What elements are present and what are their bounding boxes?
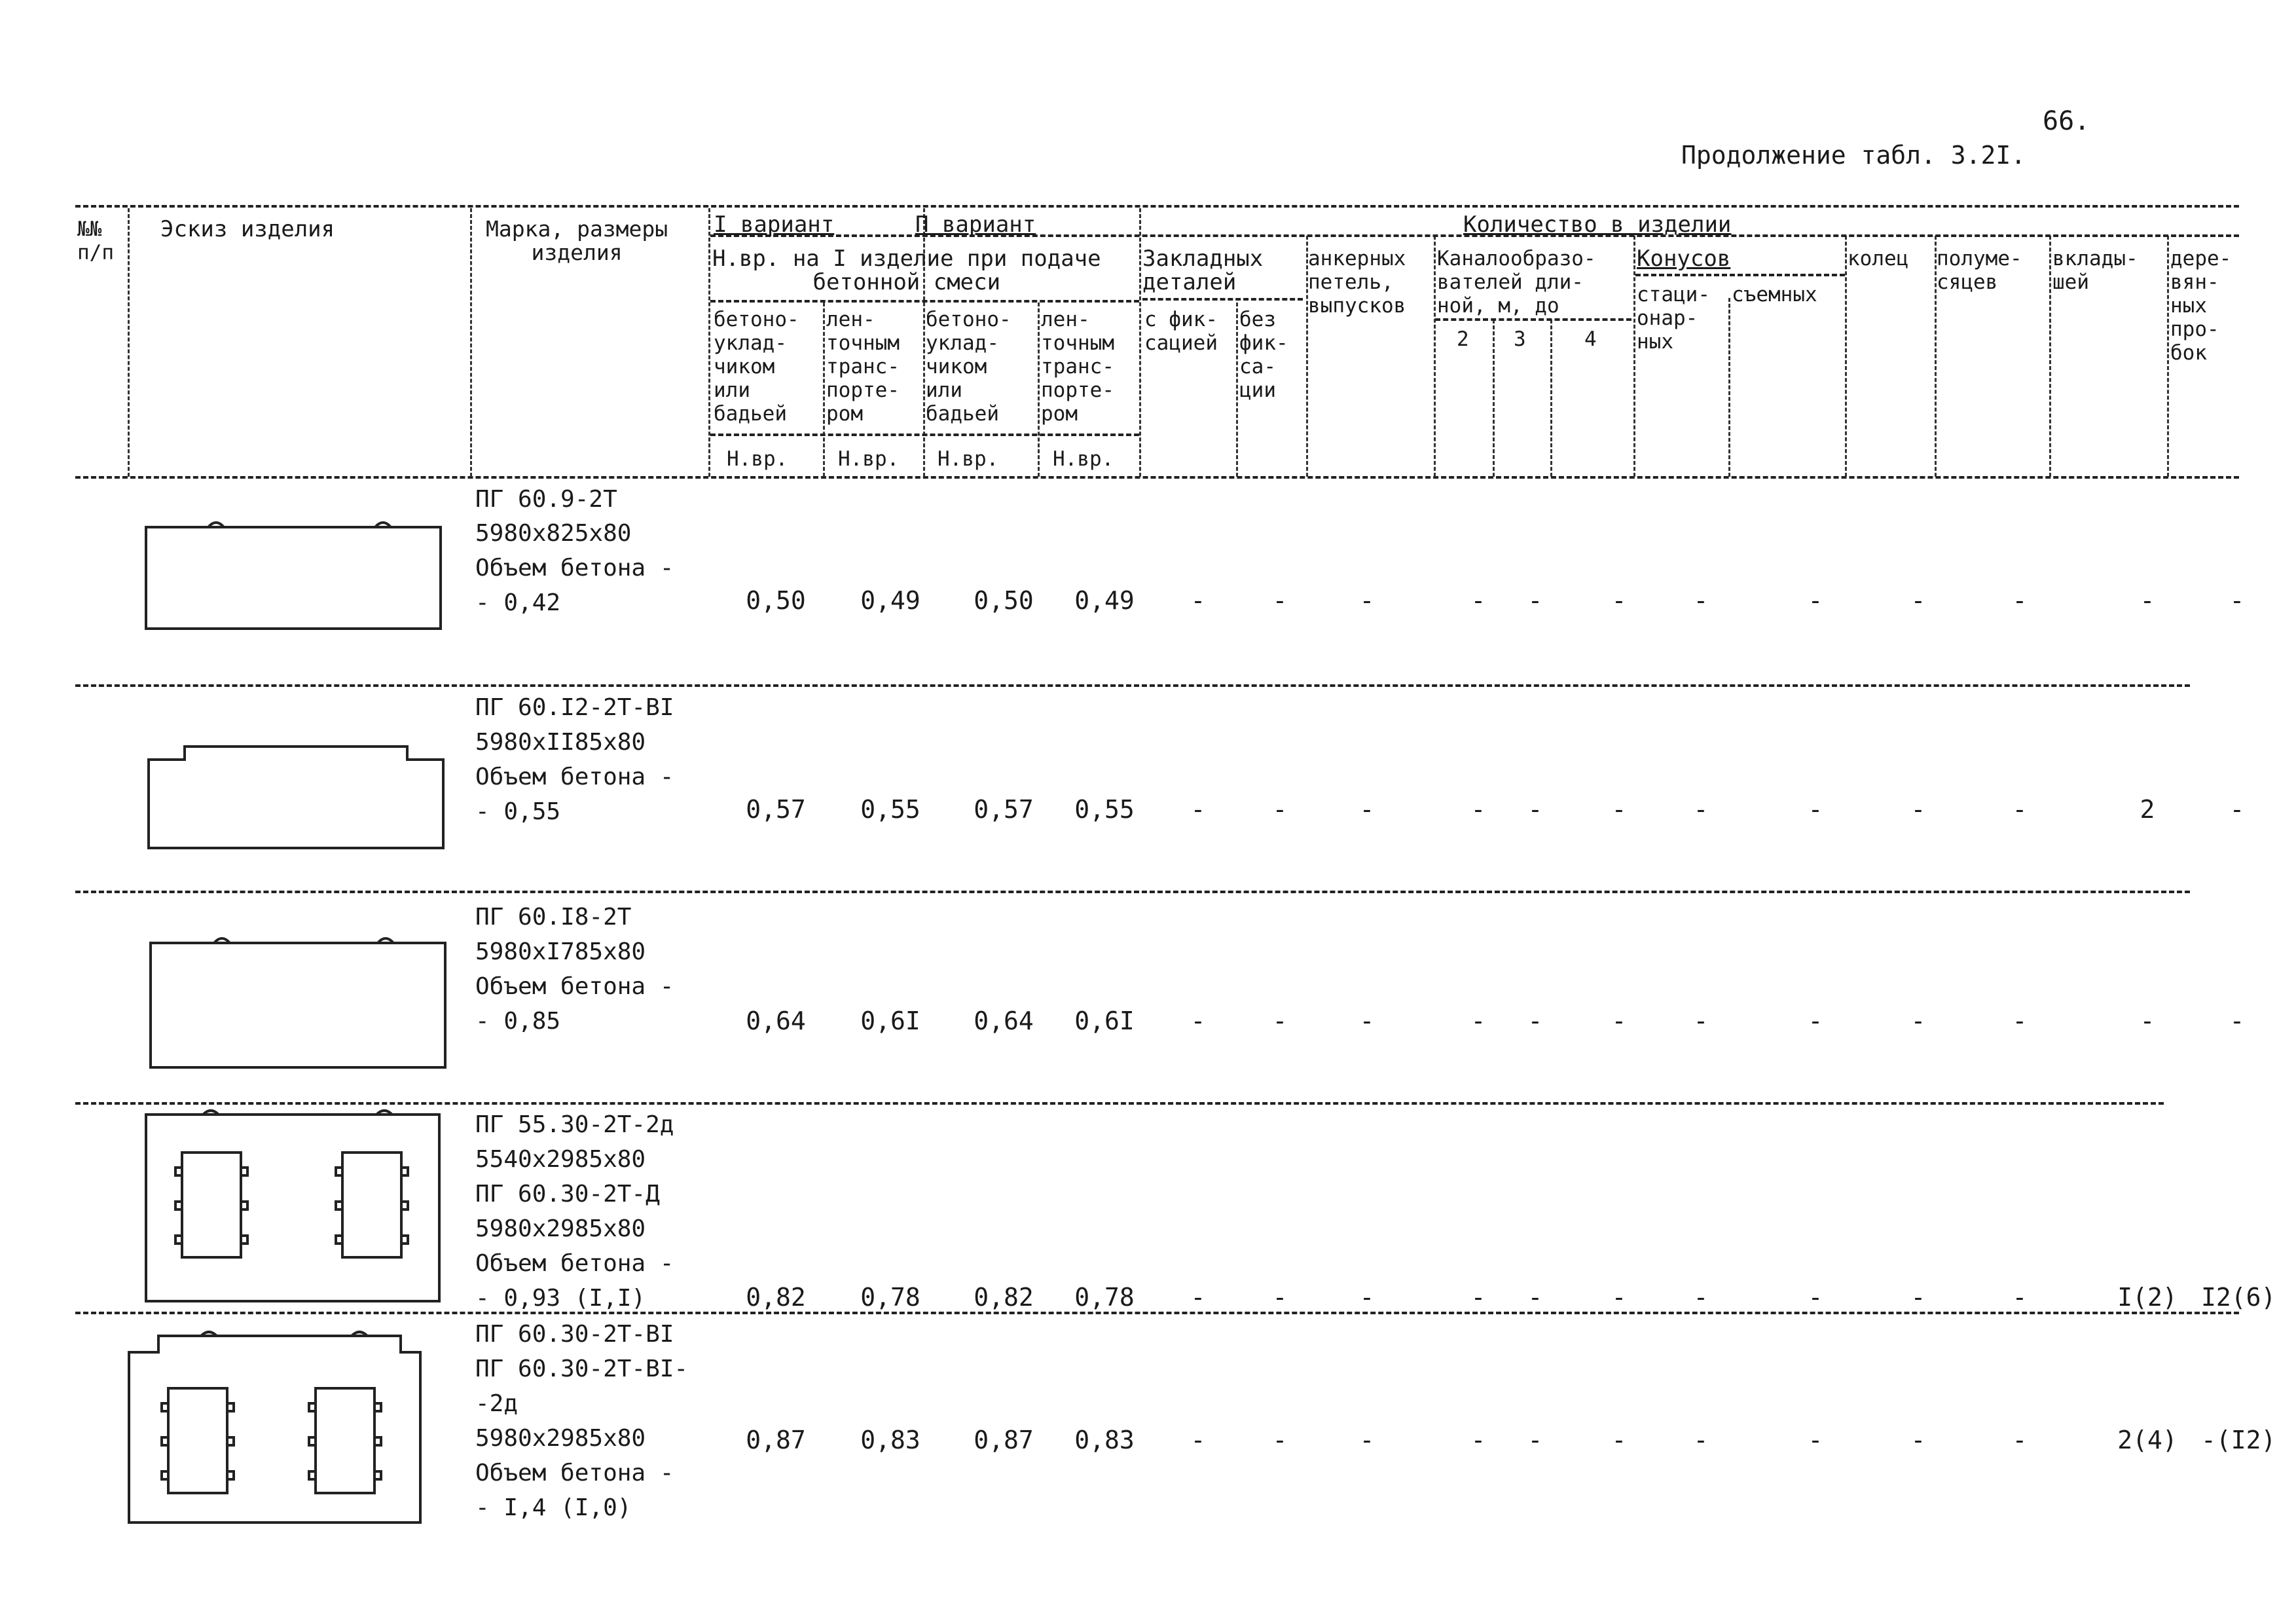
sketch-panel-5 bbox=[126, 1323, 427, 1526]
cell-value: 0,49 bbox=[1074, 586, 1135, 615]
row-1-mark-4: - 0,42 bbox=[475, 589, 561, 616]
header-sketch: Эскиз изделия bbox=[160, 216, 335, 242]
cell-value: - bbox=[1470, 586, 1486, 615]
cell-value: - bbox=[1693, 1006, 1709, 1035]
header-channel-3: 3 bbox=[1514, 327, 1526, 351]
cell-value: - bbox=[1272, 1006, 1288, 1035]
cell-value: - bbox=[1272, 586, 1288, 615]
row-1-mark-3: Объем бетона - bbox=[475, 555, 674, 581]
row-5-mark-6: - I,4 (I,0) bbox=[475, 1494, 632, 1521]
cell-value: - bbox=[1190, 1006, 1206, 1035]
row-5-mark-1: ПГ 60.30-2Т-ВI bbox=[475, 1321, 674, 1348]
cell-value: - bbox=[2229, 1006, 2245, 1035]
header-cones: Конусов bbox=[1637, 246, 1731, 272]
cell-value: - bbox=[2012, 1006, 2028, 1035]
row-3-mark-3: Объем бетона - bbox=[475, 973, 674, 1000]
col-sep bbox=[2049, 236, 2051, 477]
table-continuation-caption: Продолжение табл. 3.2I. bbox=[1681, 141, 2026, 170]
cell-value: - bbox=[1910, 586, 1926, 615]
cell-value: 0,57 bbox=[746, 795, 806, 824]
cell-value: - bbox=[1359, 1426, 1375, 1454]
cell-value: - bbox=[1190, 1426, 1206, 1454]
header-rings: колец bbox=[1848, 247, 1909, 270]
header-wooden-plugs: дере- вян- ных про- бок bbox=[2170, 247, 2232, 365]
row-3-mark-4: - 0,85 bbox=[475, 1008, 561, 1035]
cell-value: 0,78 bbox=[1074, 1283, 1135, 1312]
cell-value: - bbox=[1359, 1006, 1375, 1035]
cell-value: - bbox=[1808, 1006, 1823, 1035]
cell-value: 0,87 bbox=[974, 1426, 1034, 1454]
row-4-mark-4: 5980х2985х80 bbox=[475, 1215, 646, 1242]
cell-value: - bbox=[1527, 1426, 1543, 1454]
cell-value: - bbox=[1808, 1426, 1823, 1454]
cell-value: 0,57 bbox=[974, 795, 1034, 824]
cell-value: I(2) bbox=[2117, 1283, 2178, 1312]
cell-value: - bbox=[1611, 1426, 1627, 1454]
cell-value: - bbox=[1272, 1283, 1288, 1312]
row-4-mark-5: Объем бетона - bbox=[475, 1250, 674, 1277]
page-number: 66. bbox=[2043, 106, 2090, 136]
header-half-moons: полуме- сяцев bbox=[1937, 247, 2022, 294]
header-anchor-loops: анкерных петель, выпусков bbox=[1308, 247, 1406, 318]
header-variant-2: П вариант bbox=[915, 212, 1036, 238]
cell-value: 0,83 bbox=[1074, 1426, 1135, 1454]
cell-value: - bbox=[1359, 1283, 1375, 1312]
row-3-mark-1: ПГ 60.I8-2Т bbox=[475, 904, 632, 931]
header-variant-1: I вариант bbox=[714, 212, 835, 238]
cell-value: 0,83 bbox=[860, 1426, 920, 1454]
cell-value: 2 bbox=[2140, 795, 2155, 824]
col-sep bbox=[1845, 236, 1847, 477]
cell-value: - bbox=[1808, 795, 1823, 824]
header-unit-2: Н.вр. bbox=[838, 447, 900, 471]
row-2-mark-2: 5980хII85х80 bbox=[475, 729, 646, 756]
cell-value: 0,87 bbox=[746, 1426, 806, 1454]
cell-value: - bbox=[1808, 1283, 1823, 1312]
header-mark: Марка, размеры изделия bbox=[486, 216, 668, 265]
cell-value: - bbox=[1693, 795, 1709, 824]
header-v1-concrete-placer: бетоно- уклад- чиком или бадьей bbox=[714, 308, 799, 426]
cell-value: - bbox=[1527, 586, 1543, 615]
cell-value: - bbox=[1190, 1283, 1206, 1312]
cell-value: 0,64 bbox=[746, 1006, 806, 1035]
col-sep bbox=[1493, 320, 1495, 477]
header-cones-stationary: стаци- онар- ных bbox=[1637, 283, 1710, 354]
sketch-panel-2 bbox=[145, 740, 446, 851]
row-separator bbox=[75, 891, 2190, 893]
col-sep bbox=[1038, 303, 1040, 477]
col-sep bbox=[708, 208, 710, 477]
header-inserts: вклады- шей bbox=[2052, 247, 2138, 294]
cell-value: - bbox=[2140, 586, 2155, 615]
subheader-rule bbox=[710, 434, 1139, 436]
row-2-mark-3: Объем бетона - bbox=[475, 764, 674, 790]
col-sep bbox=[1434, 236, 1436, 477]
row-3-mark-2: 5980хI785х80 bbox=[475, 938, 646, 965]
subheader-rule bbox=[1142, 298, 1303, 301]
subheader-rule bbox=[1635, 274, 1845, 276]
header-embedded-parts: Закладных деталей bbox=[1142, 246, 1264, 295]
cell-value: - bbox=[1910, 1006, 1926, 1035]
col-sep bbox=[1633, 236, 1635, 477]
row-2-mark-4: - 0,55 bbox=[475, 798, 561, 825]
row-5-mark-5: Объем бетона - bbox=[475, 1460, 674, 1486]
cell-value: 0,6I bbox=[1074, 1006, 1135, 1035]
header-channel-2: 2 bbox=[1457, 327, 1469, 351]
cell-value: - bbox=[1470, 1006, 1486, 1035]
cell-value: - bbox=[1527, 795, 1543, 824]
cell-value: - bbox=[2012, 1283, 2028, 1312]
cell-value: - bbox=[1611, 1283, 1627, 1312]
cell-value: - bbox=[1272, 1426, 1288, 1454]
cell-value: - bbox=[2012, 1426, 2028, 1454]
row-separator bbox=[75, 684, 2190, 687]
row-4-mark-6: - 0,93 (I,I) bbox=[475, 1285, 646, 1312]
col-sep bbox=[128, 208, 130, 477]
row-1-mark-1: ПГ 60.9-2Т bbox=[475, 486, 617, 513]
header-cones-removable: съемных bbox=[1732, 283, 1817, 306]
cell-value: - bbox=[2012, 586, 2028, 615]
cell-value: - bbox=[1359, 795, 1375, 824]
row-separator bbox=[75, 1312, 2239, 1314]
cell-value: - bbox=[1527, 1006, 1543, 1035]
cell-value: 0,64 bbox=[974, 1006, 1034, 1035]
cell-value: 0,82 bbox=[746, 1283, 806, 1312]
col-sep bbox=[1236, 303, 1238, 477]
cell-value: - bbox=[1470, 1283, 1486, 1312]
col-sep bbox=[1139, 208, 1141, 477]
row-separator bbox=[75, 1102, 2164, 1105]
cell-value: - bbox=[1910, 1426, 1926, 1454]
sketch-panel-4 bbox=[143, 1107, 444, 1303]
cell-value: 0,55 bbox=[860, 795, 920, 824]
col-sep bbox=[1550, 320, 1552, 477]
cell-value: - bbox=[2229, 795, 2245, 824]
cell-value: - bbox=[1470, 1426, 1486, 1454]
row-4-mark-1: ПГ 55.30-2Т-2д bbox=[475, 1111, 674, 1138]
cell-value: - bbox=[1611, 586, 1627, 615]
col-sep bbox=[1728, 298, 1730, 477]
header-embedded-unfixed: без фик- са- ции bbox=[1239, 308, 1288, 402]
header-unit-4: Н.вр. bbox=[1053, 447, 1114, 471]
row-5-mark-4: 5980х2985х80 bbox=[475, 1425, 646, 1452]
sketch-panel-1 bbox=[143, 517, 444, 632]
row-5-mark-3: -2д bbox=[475, 1390, 519, 1417]
row-5-mark-2: ПГ 60.30-2Т-ВI- bbox=[475, 1356, 689, 1382]
header-v1-belt-conveyor: лен- точным транс- порте- ром bbox=[826, 308, 900, 426]
cell-value: - bbox=[1693, 586, 1709, 615]
col-sep bbox=[2167, 236, 2169, 477]
subheader-rule bbox=[1435, 318, 1631, 321]
subheader-rule bbox=[710, 300, 1139, 303]
row-1-mark-2: 5980х825х80 bbox=[475, 520, 632, 547]
cell-value: - bbox=[1190, 586, 1206, 615]
header-channel-formers: Каналообразо- вателей дли- ной, м, до bbox=[1437, 247, 1596, 318]
cell-value: - bbox=[2140, 1006, 2155, 1035]
cell-value: - bbox=[1910, 795, 1926, 824]
cell-value: - bbox=[1527, 1283, 1543, 1312]
cell-value: 0,82 bbox=[974, 1283, 1034, 1312]
row-4-mark-2: 5540х2985х80 bbox=[475, 1146, 646, 1173]
header-bottom-rule bbox=[75, 476, 2239, 479]
cell-value: -(I2) bbox=[2201, 1426, 2276, 1454]
cell-value: 0,49 bbox=[860, 586, 920, 615]
header-unit-3: Н.вр. bbox=[938, 447, 999, 471]
cell-value: - bbox=[1808, 586, 1823, 615]
cell-value: - bbox=[1190, 795, 1206, 824]
header-unit-1: Н.вр. bbox=[727, 447, 788, 471]
col-sep bbox=[470, 208, 472, 477]
cell-value: I2(6) bbox=[2201, 1283, 2276, 1312]
header-top-rule bbox=[75, 205, 2239, 208]
row-4-mark-3: ПГ 60.30-2Т-Д bbox=[475, 1181, 660, 1208]
header-v2-belt-conveyor: лен- точным транс- порте- ром bbox=[1041, 308, 1114, 426]
cell-value: - bbox=[1470, 795, 1486, 824]
cell-value: 0,50 bbox=[746, 586, 806, 615]
cell-value: - bbox=[2012, 795, 2028, 824]
header-v2-concrete-placer: бетоно- уклад- чиком или бадьей bbox=[926, 308, 1011, 426]
cell-value: - bbox=[1693, 1426, 1709, 1454]
col-sep bbox=[823, 303, 825, 477]
header-num: №№ п/п bbox=[77, 217, 114, 265]
header-norm-group: Н.вр. на I изделие при подаче бетонной смеси bbox=[712, 246, 1101, 295]
cell-value: 0,6I bbox=[860, 1006, 920, 1035]
cell-value: - bbox=[2229, 586, 2245, 615]
cell-value: 0,55 bbox=[1074, 795, 1135, 824]
cell-value: - bbox=[1693, 1283, 1709, 1312]
cell-value: - bbox=[1611, 795, 1627, 824]
sketch-panel-3 bbox=[147, 933, 448, 1071]
cell-value: - bbox=[1611, 1006, 1627, 1035]
cell-value: - bbox=[1272, 795, 1288, 824]
row-2-mark-1: ПГ 60.I2-2Т-ВI bbox=[475, 694, 674, 721]
header-embedded-fixed: с фик- сацией bbox=[1144, 308, 1218, 355]
cell-value: - bbox=[1910, 1283, 1926, 1312]
cell-value: 2(4) bbox=[2117, 1426, 2178, 1454]
header-channel-4: 4 bbox=[1584, 327, 1597, 351]
cell-value: - bbox=[1359, 586, 1375, 615]
cell-value: 0,78 bbox=[860, 1283, 920, 1312]
header-quantity: Количество в изделии bbox=[1463, 212, 1732, 238]
cell-value: 0,50 bbox=[974, 586, 1034, 615]
